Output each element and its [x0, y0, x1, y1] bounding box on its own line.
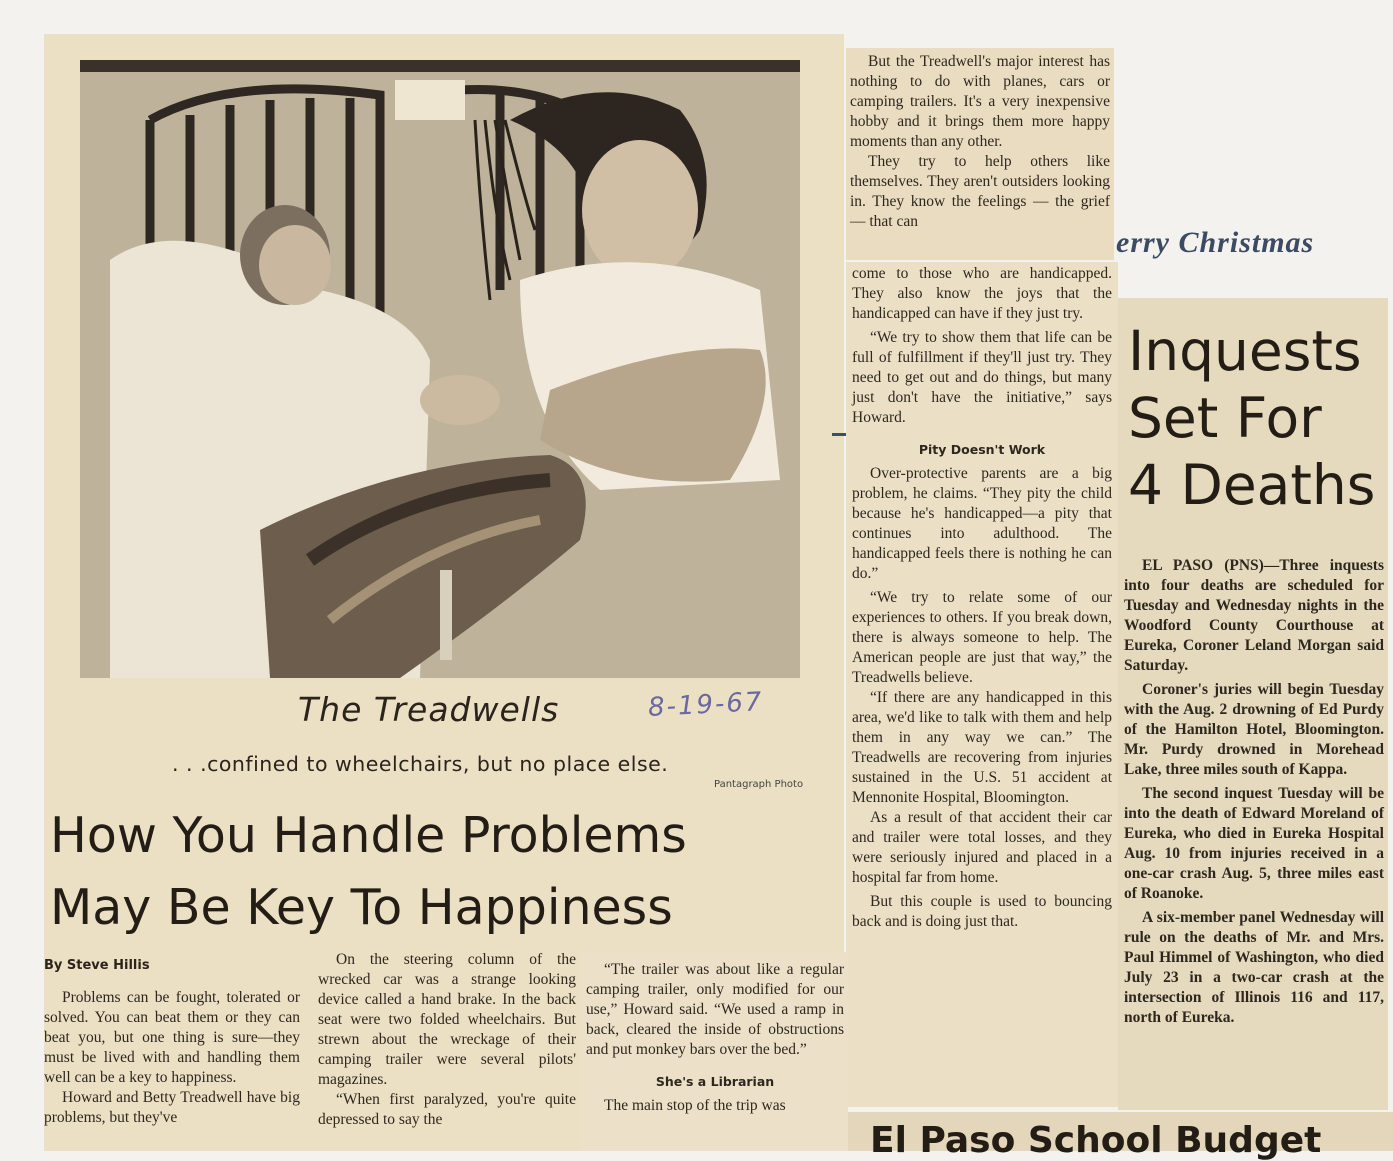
photo-caption-subtitle: . . .confined to wheelchairs, but no place else.	[172, 752, 669, 776]
handwritten-date: 8-19-67	[647, 686, 765, 724]
inquest-para: A six-member panel Wednesday will rule on the deaths of Mr. and Mrs. Paul Himmel of Washington, who died July 23 in a two-car crash at the intersection of Illinois 116 and 117, north of Eureka.	[1124, 909, 1384, 1026]
inquest-headline-line2: Set For	[1128, 386, 1322, 450]
margin-mark	[832, 433, 846, 436]
inquest-headline-line3: 4 Deaths	[1128, 453, 1376, 517]
inquest-story	[1124, 556, 1384, 1028]
inquest-para: The second inquest Tuesday will be into the death of Edward Moreland of Eureka, who died in Eureka Hospital Aug. 10 from injuries received in a one-car crash Aug. 5, three miles east of Roanoke.	[1124, 785, 1384, 902]
story-col4-para: “We try to relate some of our experiences to others. If you break down, there is always someone to help. The American people are just that way,” the Treadwells believe.	[852, 589, 1112, 686]
story-col3-para: The main stop of the trip was	[604, 1097, 786, 1114]
story-col4-para: But the Treadwell's major interest has nothing to do with planes, cars or camping trailers. It's a very inexpensive hobby and it brings them more happy moments than any other.	[850, 53, 1110, 150]
photo-caption-title: The Treadwells	[298, 690, 560, 729]
story-col4-para: But this couple is used to bouncing back and is doing just that.	[852, 893, 1112, 930]
photo-credit: Pantagraph Photo	[714, 779, 804, 790]
story-col4-para: come to those who are handicapped. They also know the joys that the handicapped can have if they just try.	[852, 265, 1112, 322]
bottom-headline: El Paso School Budget	[870, 1120, 1322, 1161]
main-headline	[50, 800, 830, 944]
inquest-headline	[1128, 318, 1378, 519]
inquest-headline-line1: Inquests	[1128, 319, 1362, 383]
main-headline-line2: May Be Key To Happiness	[50, 879, 673, 936]
story-col4-subhead: Pity Doesn't Work	[918, 442, 1046, 457]
story-col2-para: “When first paralyzed, you're quite depressed to say the	[318, 1091, 576, 1128]
story-col4-para: “If there are any handicapped in this area, we'd like to talk with them and help them in any way we can.” The Treadwells are recovering from injuries sustained in the U.S. 51 accident at Mennonite Hospital, Bloomington.	[852, 689, 1112, 806]
story-col4-para: Over-protective parents are a big problem, he claims. “They pity the child because he's handicapped—a pity that continues into adulthood. The handicapped feels there is nothing he can do.”	[852, 465, 1112, 582]
story-col4-para: As a result of that accident their car and trailer were total losses, and they were seriously injured and placed in a hospital far from home.	[852, 809, 1112, 886]
christmas-banner: erry Christmas	[1116, 226, 1315, 259]
story-column-2	[318, 950, 576, 1130]
main-headline-line1: How You Handle Problems	[50, 807, 687, 864]
story-col2-para: On the steering column of the wrecked car was a strange looking device called a hand brake. In the back seat were two folded wheelchairs. But strewn about the wreckage of their camping trailer were several pilots' magazines.	[318, 951, 576, 1088]
story-column-4-top	[850, 52, 1110, 232]
story-col3-subhead: She's a Librarian	[655, 1074, 775, 1089]
story-col1-para: Problems can be fought, tolerated or solved. You can beat them or they can beat you, but one thing is sure—they must be lived with and handling them well can be a key to happiness.	[44, 989, 300, 1086]
story-column-1	[44, 988, 300, 1128]
story-col4-para: “We try to show them that life can be full of fulfillment if they'll just try. They need to get out and do things, but many just don't have the initiative,” says Howard.	[852, 329, 1112, 426]
story-column-3	[586, 960, 844, 1116]
byline: By Steve Hillis	[44, 958, 150, 973]
story-column-4	[852, 264, 1112, 932]
inquest-para: EL PASO (PNS)—Three inquests into four deaths are scheduled for Tuesday and Wednesday nights in the Woodford County Courthouse at Eureka, Coroner Leland Morgan said Saturday.	[1124, 557, 1384, 674]
treadwells-photo	[80, 60, 800, 678]
inquest-para: Coroner's juries will begin Tuesday with the Aug. 2 drowning of Ed Purdy of the Hamilton Hotel, Bloomington. Mr. Purdy drowned in Morehead Lake, three miles south of Kappa.	[1124, 681, 1384, 778]
story-col3-para: “The trailer was about like a regular camping trailer, only modified for our use,” Howard said. “We used a ramp in back, cleared the inside of obstructions and put monkey bars over the bed.”	[586, 961, 844, 1058]
story-col1-para: Howard and Betty Treadwell have big problems, but they've	[44, 1089, 300, 1126]
story-col4-para: They try to help others like themselves. They aren't outsiders looking in. They know the feelings — the grief — that can	[850, 153, 1110, 230]
